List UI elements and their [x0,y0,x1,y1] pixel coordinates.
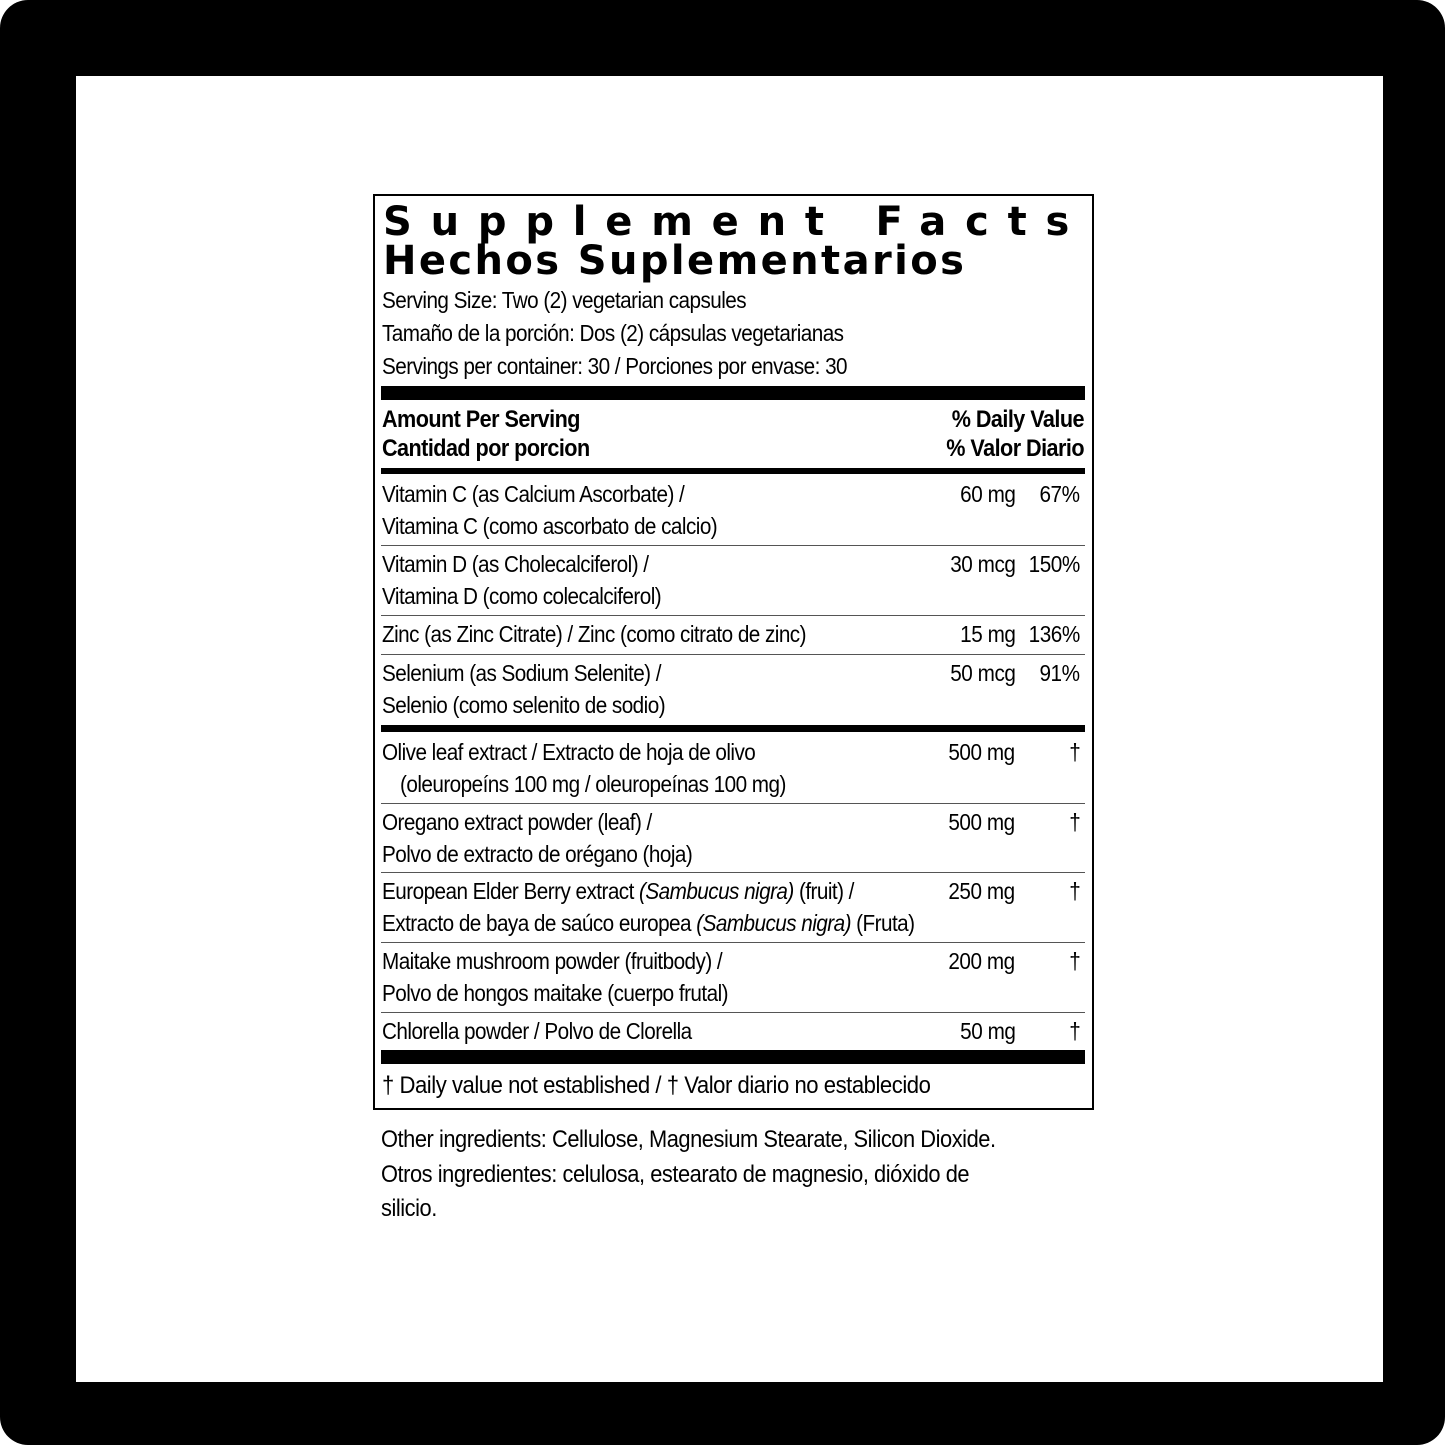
nutrient-name: Zinc (as Zinc Citrate) / Zinc (como citrato de zinc) [382,621,806,647]
nutrient-daily-value: 136% [1028,621,1080,647]
nutrient-amount: 15 mg [959,621,1015,647]
nutrient-daily-value: 67% [1039,481,1080,507]
serving-size: Serving Size: Two (2) vegetarian capsules [382,287,747,313]
row-divider [381,654,1085,655]
medium-divider [381,468,1085,474]
nutrient-amount: 30 mcg [949,551,1015,577]
extract-name: Oregano extract powder (leaf) / Polvo de extracto de orégano (hoja) [382,809,693,867]
row-divider [381,545,1085,546]
nutrient-name: Vitamin D (as Cholecalciferol) / Vitamina D (como colecalciferol) [382,551,662,609]
row-divider [381,803,1085,804]
extract-row [381,875,1085,941]
thick-divider [381,1050,1085,1064]
extract-amount: 50 mg [959,1018,1015,1044]
nutrient-daily-value: 91% [1039,660,1080,686]
extract-name: European Elder Berry extract (Sambucus nigra) (fruit) / Extracto de baya de saúco europea (Sambucus nigra) (Fruta) [382,878,915,936]
servings-per-container: Servings per container: 30 / Porciones por envase: 30 [382,353,848,379]
extract-row [381,736,1085,802]
nutrient-amount: 60 mg [959,481,1015,507]
nutrient-row [381,478,1085,544]
extract-amount: 200 mg [948,948,1015,974]
nutrient-row [381,618,1085,652]
extract-amount: 500 mg [948,809,1015,835]
extract-name: Olive leaf extract / Extracto de hoja de olivo (oleuropeíns 100 mg / oleuropeínas 100 mg) [382,739,786,797]
daily-value-header: % Daily Value [951,406,1084,433]
amount-per-serving-header-spanish: Cantidad por porcion [382,435,590,462]
nutrient-daily-value: 150% [1028,551,1080,577]
extract-name: Chlorella powder / Polvo de Clorella [382,1018,692,1044]
extract-row [381,806,1085,872]
extract-name: Maitake mushroom powder (fruitbody) / Polvo de hongos maitake (cuerpo frutal) [382,948,728,1006]
dagger-mark: † [1068,948,1080,974]
extract-amount: 500 mg [948,739,1015,765]
dagger-mark: † [1068,739,1080,765]
dagger-mark: † [1068,1018,1080,1044]
thick-divider [381,386,1085,400]
row-divider [381,1012,1085,1013]
daily-value-footnote: † Daily value not established / † Valor diario no establecido [382,1072,931,1099]
amount-per-serving-header: Amount Per Serving [382,406,580,433]
title-spanish: Hechos Suplementarios [383,238,967,284]
nutrient-name: Selenium (as Sodium Selenite) / Selenio (como selenito de sodio) [382,660,666,718]
extract-row [381,1015,1085,1049]
extract-row [381,945,1085,1011]
row-divider [381,872,1085,873]
dagger-mark: † [1068,878,1080,904]
nutrient-row [381,548,1085,614]
row-divider [381,615,1085,616]
supplement-facts-panel [373,194,1094,1110]
nutrient-row [381,657,1085,723]
row-divider [381,942,1085,943]
dagger-mark: † [1068,809,1080,835]
serving-size-spanish: Tamaño de la porción: Dos (2) cápsulas vegetarianas [382,320,844,346]
title-english: Supplement Facts [383,199,1089,245]
other-ingredients-spanish-continued: silicio. [381,1195,437,1222]
nutrient-name: Vitamin C (as Calcium Ascorbate) / Vitamina C (como ascorbato de calcio) [382,481,718,539]
extract-amount: 250 mg [948,878,1015,904]
medium-divider [381,725,1085,732]
other-ingredients: Other ingredients: Cellulose, Magnesium Stearate, Silicon Dioxide. [381,1126,996,1153]
nutrient-amount: 50 mcg [949,660,1015,686]
other-ingredients-spanish: Otros ingredientes: celulosa, estearato de magnesio, dióxido de [381,1161,970,1188]
daily-value-header-spanish: % Valor Diario [946,435,1084,462]
